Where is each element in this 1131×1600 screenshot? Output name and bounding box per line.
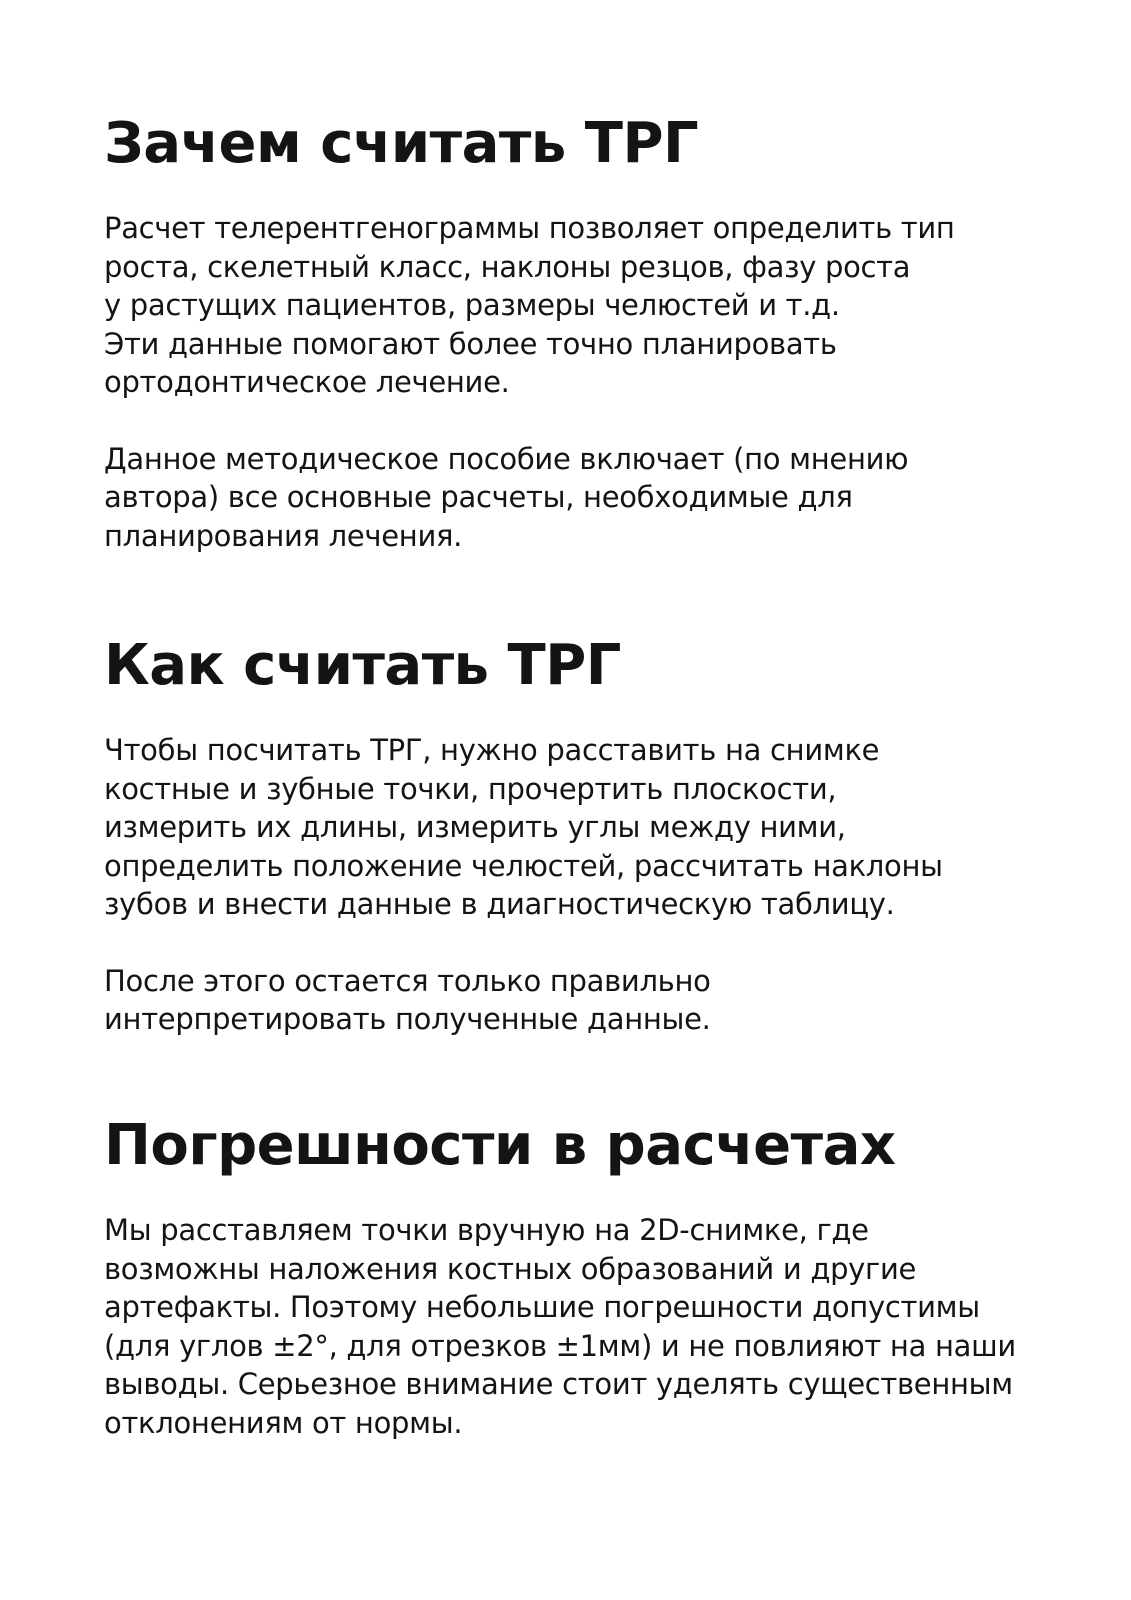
text-line: артефакты. Поэтому небольшие погрешности допустимы bbox=[104, 1290, 980, 1324]
section-how-calculate bbox=[104, 630, 1064, 1039]
section-why-calculate bbox=[104, 108, 1064, 555]
text-line: автора) все основные расчеты, необходимые для bbox=[104, 480, 853, 514]
section-title: Зачем считать ТРГ bbox=[104, 111, 699, 176]
text-line: роста, скелетный класс, наклоны резцов, фазу роста bbox=[104, 249, 911, 284]
text-line: измерить их длины, измерить углы между ними, bbox=[104, 810, 846, 844]
text-line: Чтобы посчитать ТРГ, нужно расставить на снимке bbox=[104, 733, 880, 767]
text-line: костные и зубные точки, прочертить плоскости, bbox=[104, 771, 837, 806]
text-line: Расчет телерентгенограммы позволяет определить тип bbox=[104, 211, 955, 245]
text-line: (для углов ±2°, для отрезков ±1мм) и не повлияют на наши bbox=[104, 1328, 1016, 1363]
text-line: отклонениям от нормы. bbox=[104, 1405, 463, 1440]
text-line: интерпретировать полученные данные. bbox=[104, 1002, 711, 1036]
paragraph bbox=[104, 209, 1064, 402]
text-line: возможны наложения костных образований и другие bbox=[104, 1251, 917, 1286]
text-line: Эти данные помогают более точно планировать bbox=[104, 326, 837, 361]
paragraph bbox=[104, 731, 1064, 924]
text-line: ортодонтическое лечение. bbox=[104, 365, 510, 399]
paragraph bbox=[104, 1211, 1064, 1442]
text-line: планирования лечения. bbox=[104, 518, 463, 553]
section-calculation-errors bbox=[104, 1110, 1064, 1442]
text-line: выводы. Серьезное внимание стоит уделять существенным bbox=[104, 1367, 1013, 1401]
text-line: у растущих пациентов, размеры челюстей и т.д. bbox=[104, 288, 840, 322]
text-line: определить положение челюстей, рассчитать наклоны bbox=[104, 848, 943, 883]
text-line: Мы расставляем точки вручную на 2D-снимке, где bbox=[104, 1213, 869, 1247]
paragraph bbox=[104, 962, 1064, 1039]
section-title: Погрешности в расчетах bbox=[104, 1113, 896, 1178]
text-line: После этого остается только правильно bbox=[104, 963, 711, 998]
text-line: зубов и внести данные в диагностическую таблицу. bbox=[104, 887, 895, 921]
text-line: Данное методическое пособие включает (по мнению bbox=[104, 441, 909, 476]
paragraph bbox=[104, 440, 1064, 556]
section-title: Как считать ТРГ bbox=[104, 633, 621, 698]
